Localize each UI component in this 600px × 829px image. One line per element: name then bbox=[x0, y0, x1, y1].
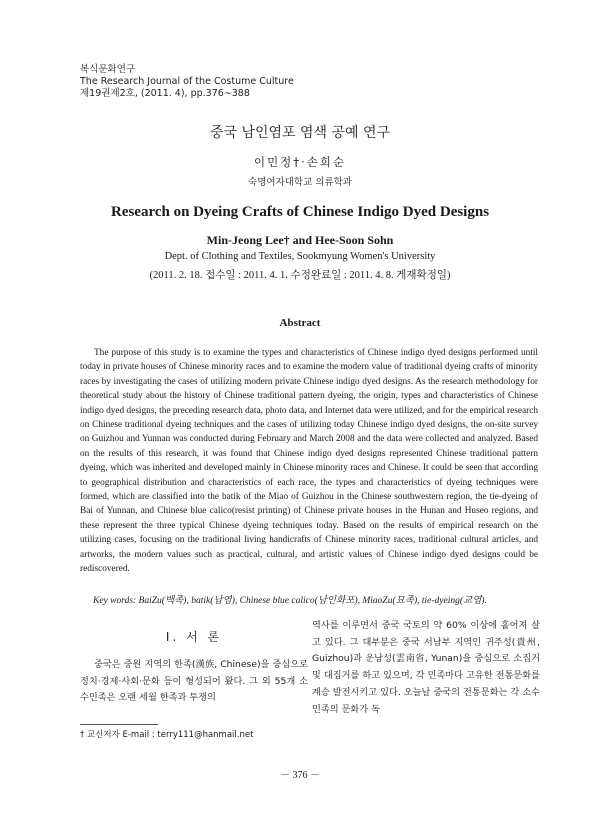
journal-volume: 제19권제2호, (2011. 4), pp.376∼388 bbox=[80, 88, 250, 99]
abstract-body: The purpose of this study is to examine the types and characteristics of Chinese indigo dyed designs performed until today in private houses of Chinese minority races and to examine the modern value of traditional dyeing crafts of minority races by investigating the cases of utilizing modern private Chinese indigo dyed designs. As the research methodology for theoretical study about the history of Chinese traditional pattern dyeing, the origin, types and characteristics of Chinese indigo dyed designs, the preceding research data, photo data, and Internet data were utilized, and for the empirical research on Chinese traditional dyeing techniques and the cases of utilizing today Chinese indigo dyed designs, the on-site survey on Guizhou and Yunnan was conducted during February and March 2008 and the data were collected and analyzed. Based on the results of this research, it was found that Chinese indigo dyed designs represented Chinese traditional pattern dyeing, which was inherited and developed mainly in Chinese minority races and Chinese. It could be seen that according to geographical distribution and characteristics of each race, the types and characteristics of dyeing techniques were formed, which are classified into the batik of the Miao of Guizhou in the Chinese southwestern region, the tie-dyeing of Bai of Yunnan, and Chinese blue calico(resist printing) of Chinese private houses in the Hunan and Huseo regions, and these represent the three typical Chinese dyeing techniques today. Based on the results of empirical research on the utilizing cases, focusing on the traditional living handicrafts of Chinese minority races, traditional cultural articles, and artworks, the modern values such as practical, cultural, and artistic values of Chinese indigo dyed designs could be rediscovered. bbox=[80, 348, 538, 575]
submission-dates: (2011. 2. 18. 접수일 : 2011. 4. 1. 수정완료일 : 2011. 4. 8. 게재확정일) bbox=[149, 270, 451, 281]
authors-ko: 이민정†·손희순 bbox=[253, 155, 347, 169]
journal-header bbox=[80, 64, 294, 100]
affiliation-ko: 숙명여자대학교 의류학과 bbox=[248, 177, 352, 188]
intro-right-column: 역사를 이루면서 중국 국토의 약 60% 이상에 흩어져 살고 있다. 그 대부분은 중국 서남부 지역인 귀주성(貴州, Guizhou)과 운남성(雲南省, Yunan)을 중심으로 소집거 및 대집거를 하고 있으며, 각 민족마다 고유한 전통문화를 계승 발전시키고 있다. 오늘날 중국의 전통문화는 각 소수민족의 문화가 독 bbox=[312, 620, 540, 715]
journal-name-en: The Research Journal of the Costume Culture bbox=[80, 76, 294, 87]
footnote-divider bbox=[80, 724, 158, 725]
abstract-heading: Abstract bbox=[279, 317, 321, 329]
journal-name-ko: 복식문화연구 bbox=[80, 64, 136, 75]
authors-en: Min-Jeong Lee† and Hee-Soon Sohn bbox=[206, 233, 394, 247]
paper-title-en: Research on Dyeing Crafts of Chinese Indigo Dyed Designs bbox=[110, 204, 490, 220]
affiliation-en: Dept. of Clothing and Textiles, Sookmyung Women's University bbox=[164, 251, 436, 262]
section-heading-introduction: Ⅰ. 서 론 bbox=[165, 630, 223, 644]
page-number: － 376 － bbox=[280, 770, 320, 781]
intro-left-column: 중국은 중원 지역의 한족(漢族, Chinese)을 중심으로 정치·경제·사회·문화 등이 형성되어 왔다. 그 외 55개 소수민족은 오랜 세월 한족과 투쟁의 bbox=[80, 659, 308, 704]
paper-title-ko: 중국 남인염포 염색 공예 연구 bbox=[209, 125, 391, 141]
keywords: Key words: BaiZu(백족), batik(납염), Chinese blue calico(남인화포), MiaoZu(묘족), tie-dyeing(교염). bbox=[93, 596, 487, 606]
footnote-corresponding-author: † 교신저자 E-mail : terry111@hanmail.net bbox=[80, 730, 254, 740]
